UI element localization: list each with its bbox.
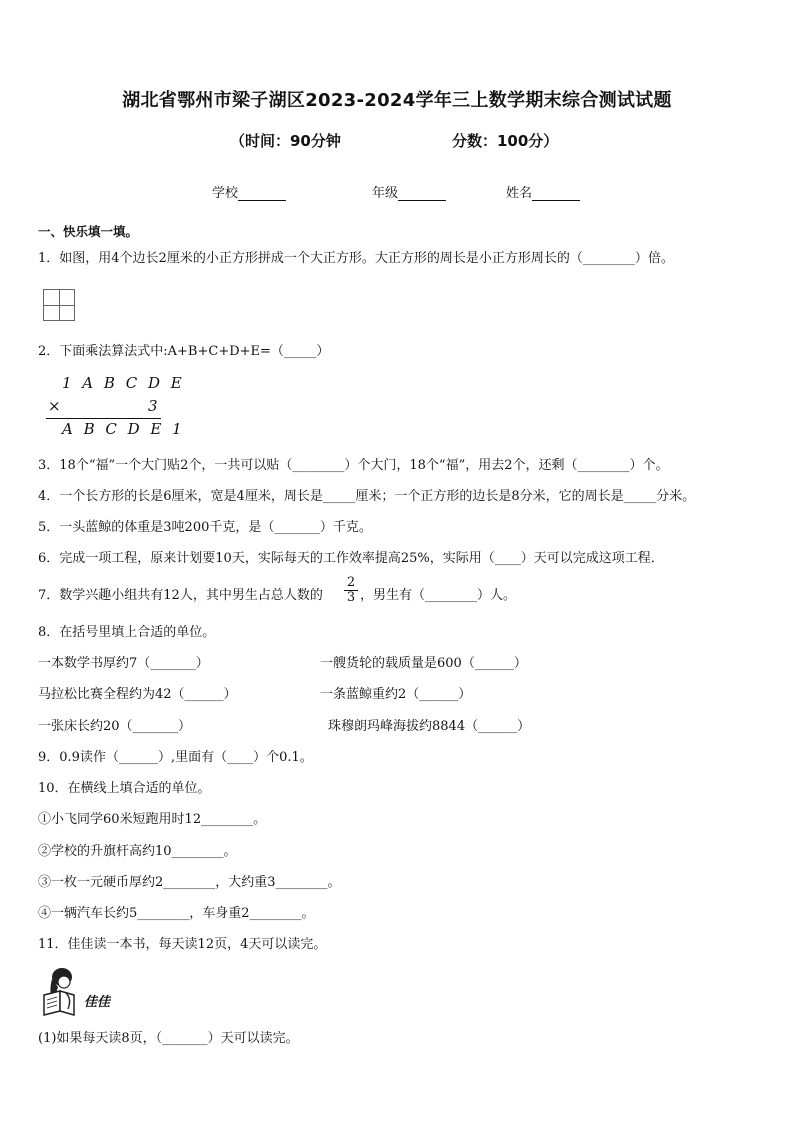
question-9: 9．0.9读作（______）,里面有（____）个0.1。 [38,750,313,765]
name-field[interactable] [506,182,580,201]
school-label: 学校 [212,186,239,201]
grade-field[interactable] [372,182,446,201]
question-3: 3．18个“福”一个大门贴2个，一共可以贴（________）个大门，18个“福”，用去2个，还剩（________）个。 [38,458,669,473]
question-8: 8．在括号里填上合适的单位。 [38,625,216,640]
section-heading: 一、快乐填一填。 [38,224,139,239]
fraction-two-thirds: $\frac{2}{3}$ [344,576,358,605]
mult-result-row: A B C D E 1 [62,420,185,438]
mult-top-row: 1 A B C D E [62,374,185,392]
times-sign: × [48,397,64,415]
question-8f: 珠穆朗玛峰海拔约8844（______） [328,719,531,734]
question-7-after: ，男生有（________）人。 [360,588,517,603]
grade-label: 年级 [372,186,399,201]
question-7-before: 7．数学兴趣小组共有12人，其中男生占总人数的 [38,588,323,603]
mult-multiplier: 3 [148,397,161,415]
question-10-3: ③一枚一元硬币厚约2________，大约重3________。 [38,875,341,890]
figure-label: 佳佳 [84,995,111,1010]
question-6: 6．完成一项工程，原来计划要10天，实际每天的工作效率提高25%，实际用（____）天可以完成这项工程． [38,551,664,566]
mult-rule [46,418,161,419]
question-10-1: ①小飞同学60米短跑用时12________。 [38,812,267,827]
question-8d: 一条蓝鲸重约2（______） [320,687,472,702]
question-4: 4．一个长方形的长是6厘米，宽是4厘米，周长是_____厘米；一个正方形的边长是8分米，它的周长是_____分米。 [38,489,696,504]
page-title: 湖北省鄂州市梁子湖区2023-2024学年三上数学期末综合测试试题 [122,90,672,111]
question-1: 1．如图，用4个边长2厘米的小正方形拼成一个大正方形。大正方形的周长是小正方形周长的（________）倍。 [38,251,674,266]
school-blank[interactable] [238,188,286,201]
question-8b: 一艘货轮的载质量是600（______） [320,656,527,671]
reading-girl-illustration [38,965,120,1017]
exam-time: （时间：90分钟 [230,132,341,150]
question-11-1: (1)如果每天读8页，（_______）天可以读完。 [38,1031,299,1046]
question-2: 2．下面乘法算法式中:A+B+C+D+E=（_____） [38,344,330,359]
question-5: 5．一头蓝鲸的体重是3吨200千克，是（_______）千克。 [38,520,372,535]
question-8e: 一张床长约20（_______） [38,719,192,734]
grade-blank[interactable] [398,188,446,201]
name-label: 姓名 [506,186,533,201]
exam-score: 分数：100分） [452,132,559,150]
question-11: 11．佳佳读一本书，每天读12页，4天可以读完。 [38,937,327,952]
name-blank[interactable] [532,188,580,201]
square-grid-figure [43,289,75,321]
question-10-2: ②学校的升旗杆高约10________。 [38,844,237,859]
question-8a: 一本数学书厚约7（_______） [38,656,209,671]
question-10-4: ④一辆汽车长约5________，车身重2________。 [38,906,315,921]
question-10: 10．在横线上填合适的单位。 [38,781,211,796]
school-field[interactable] [212,182,286,201]
question-8c: 马拉松比赛全程约为42（______） [38,687,237,702]
